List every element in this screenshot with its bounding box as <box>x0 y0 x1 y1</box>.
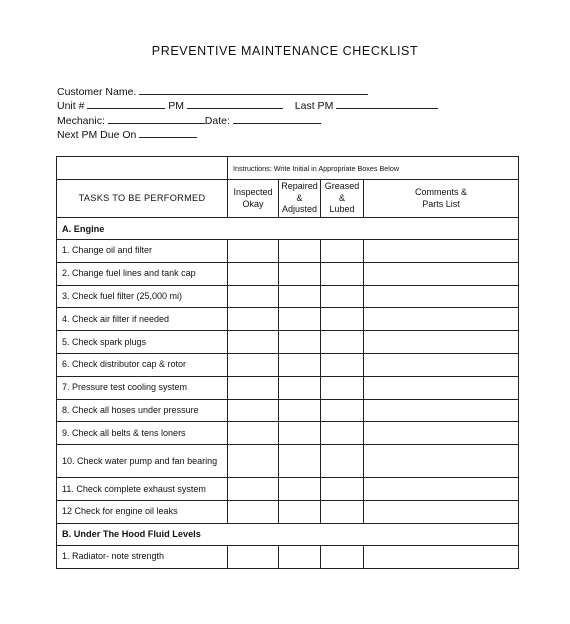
column-header-row <box>57 180 519 218</box>
inspected-cell[interactable] <box>228 240 279 263</box>
comments-cell[interactable] <box>364 308 519 331</box>
task-name: 2. Change fuel lines and tank cap <box>57 262 228 285</box>
repaired-cell[interactable] <box>279 353 321 376</box>
task-name: 1. Change oil and filter <box>57 240 228 263</box>
table-row <box>57 445 519 478</box>
task-name: 4. Check air filter if needed <box>57 308 228 331</box>
repaired-cell[interactable] <box>279 285 321 308</box>
checklist-table <box>56 156 519 569</box>
table-row <box>57 500 519 523</box>
greased-cell[interactable] <box>321 478 364 501</box>
greased-cell[interactable] <box>321 262 364 285</box>
greased-cell[interactable] <box>321 240 364 263</box>
repaired-cell[interactable] <box>279 422 321 445</box>
repaired-cell[interactable] <box>279 240 321 263</box>
repaired-header-line1: Repaired <box>281 181 318 192</box>
table-row <box>57 331 519 354</box>
repaired-cell[interactable] <box>279 331 321 354</box>
comments-cell[interactable] <box>364 331 519 354</box>
table-row <box>57 285 519 308</box>
comments-cell[interactable] <box>364 545 519 568</box>
comments-cell[interactable] <box>364 240 519 263</box>
table-row <box>57 376 519 399</box>
inspected-cell[interactable] <box>228 445 279 478</box>
inspected-cell[interactable] <box>228 353 279 376</box>
customer-name-line: Customer Name. <box>57 84 368 99</box>
date-field[interactable] <box>233 113 321 124</box>
repaired-header-line2: & <box>296 192 303 203</box>
inspected-cell[interactable] <box>228 285 279 308</box>
greased-header-line1: Greased <box>324 181 360 192</box>
comments-cell[interactable] <box>364 285 519 308</box>
comments-cell[interactable] <box>364 445 519 478</box>
next-pm-label: Next PM Due On <box>57 129 137 141</box>
greased-cell[interactable] <box>321 285 364 308</box>
unit-label: Unit # <box>57 100 85 112</box>
pm-field[interactable] <box>187 98 283 109</box>
table-row <box>57 545 519 568</box>
unit-field[interactable] <box>87 98 165 109</box>
instructions-row <box>57 157 519 180</box>
greased-cell[interactable] <box>321 500 364 523</box>
last-pm-field[interactable] <box>336 98 438 109</box>
repaired-cell[interactable] <box>279 262 321 285</box>
greased-cell[interactable] <box>321 376 364 399</box>
comments-header-line2: Parts List <box>422 198 460 209</box>
repaired-cell[interactable] <box>279 308 321 331</box>
task-name: 8. Check all hoses under pressure <box>57 399 228 422</box>
section-engine-row <box>57 218 519 240</box>
inspected-cell[interactable] <box>228 545 279 568</box>
task-name: 11. Check complete exhaust system <box>57 478 228 501</box>
greased-cell[interactable] <box>321 308 364 331</box>
comments-cell[interactable] <box>364 353 519 376</box>
table-row <box>57 262 519 285</box>
mechanic-label: Mechanic <box>57 115 102 127</box>
task-name: 10. Check water pump and fan bearing <box>57 445 228 478</box>
table-row <box>57 399 519 422</box>
inspected-cell[interactable] <box>228 308 279 331</box>
section-hood-title: B. Under The Hood Fluid Levels <box>57 523 519 545</box>
instructions-text: Instructions: Write Initial in Appropriate Boxes Below <box>228 157 519 180</box>
last-pm-label: Last PM <box>294 100 334 112</box>
comments-cell[interactable] <box>364 422 519 445</box>
greased-header-line2: & <box>338 192 345 203</box>
comments-cell[interactable] <box>364 478 519 501</box>
customer-name-label: Customer Name <box>57 86 134 98</box>
greased-header <box>321 180 364 218</box>
task-name: 12 Check for engine oil leaks <box>57 500 228 523</box>
task-name: 9. Check all belts & tens loners <box>57 422 228 445</box>
table-row <box>57 240 519 263</box>
customer-name-field[interactable] <box>139 84 368 95</box>
mechanic-field[interactable] <box>108 113 205 124</box>
comments-cell[interactable] <box>364 500 519 523</box>
inspected-header-line1: Inspected <box>233 187 273 197</box>
inspected-cell[interactable] <box>228 331 279 354</box>
next-pm-line <box>57 127 197 142</box>
tasks-header: TASKS TO BE PERFORMED <box>57 180 228 218</box>
repaired-cell[interactable] <box>279 545 321 568</box>
table-row <box>57 422 519 445</box>
repaired-cell[interactable] <box>279 500 321 523</box>
task-name: 3. Check fuel filter (25,000 mi) <box>57 285 228 308</box>
repaired-cell[interactable] <box>279 445 321 478</box>
unit-line <box>57 98 438 113</box>
inspected-cell[interactable] <box>228 376 279 399</box>
section-hood-row <box>57 523 519 545</box>
task-name: 6. Check distributor cap & rotor <box>57 353 228 376</box>
table-row <box>57 308 519 331</box>
comments-cell[interactable] <box>364 262 519 285</box>
greased-cell[interactable] <box>321 353 364 376</box>
greased-cell[interactable] <box>321 399 364 422</box>
next-pm-field[interactable] <box>139 127 197 138</box>
blank-head-cell <box>57 157 228 180</box>
task-name: 7. Pressure test cooling system <box>57 376 228 399</box>
comments-cell[interactable] <box>364 376 519 399</box>
date-label: Date: <box>204 115 230 127</box>
table-row <box>57 353 519 376</box>
task-name: 5. Check spark plugs <box>57 331 228 354</box>
inspected-cell[interactable] <box>228 422 279 445</box>
repaired-header <box>279 180 321 218</box>
mechanic-line: Mechanic: Date: <box>57 113 321 128</box>
inspected-header-line2: Okay <box>242 198 264 209</box>
repaired-cell[interactable] <box>279 376 321 399</box>
repaired-header-line3: Adjusted <box>281 204 318 215</box>
task-name: 1. Radiator- note strength <box>57 545 228 568</box>
greased-cell[interactable] <box>321 545 364 568</box>
section-engine-title: A. Engine <box>57 218 519 240</box>
table-row <box>57 478 519 501</box>
inspected-cell[interactable] <box>228 262 279 285</box>
comments-header-line1: Comments & <box>414 187 467 197</box>
inspected-cell[interactable] <box>228 500 279 523</box>
comments-cell[interactable] <box>364 399 519 422</box>
repaired-cell[interactable] <box>279 399 321 422</box>
repaired-cell[interactable] <box>279 478 321 501</box>
inspected-header <box>228 180 279 218</box>
inspected-cell[interactable] <box>228 399 279 422</box>
greased-header-line3: Lubed <box>329 204 355 215</box>
page-title: PREVENTIVE MAINTENANCE CHECKLIST <box>151 44 419 58</box>
greased-cell[interactable] <box>321 422 364 445</box>
pm-label: PM <box>168 100 185 112</box>
inspected-cell[interactable] <box>228 478 279 501</box>
comments-header <box>364 180 519 218</box>
greased-cell[interactable] <box>321 445 364 478</box>
greased-cell[interactable] <box>321 331 364 354</box>
